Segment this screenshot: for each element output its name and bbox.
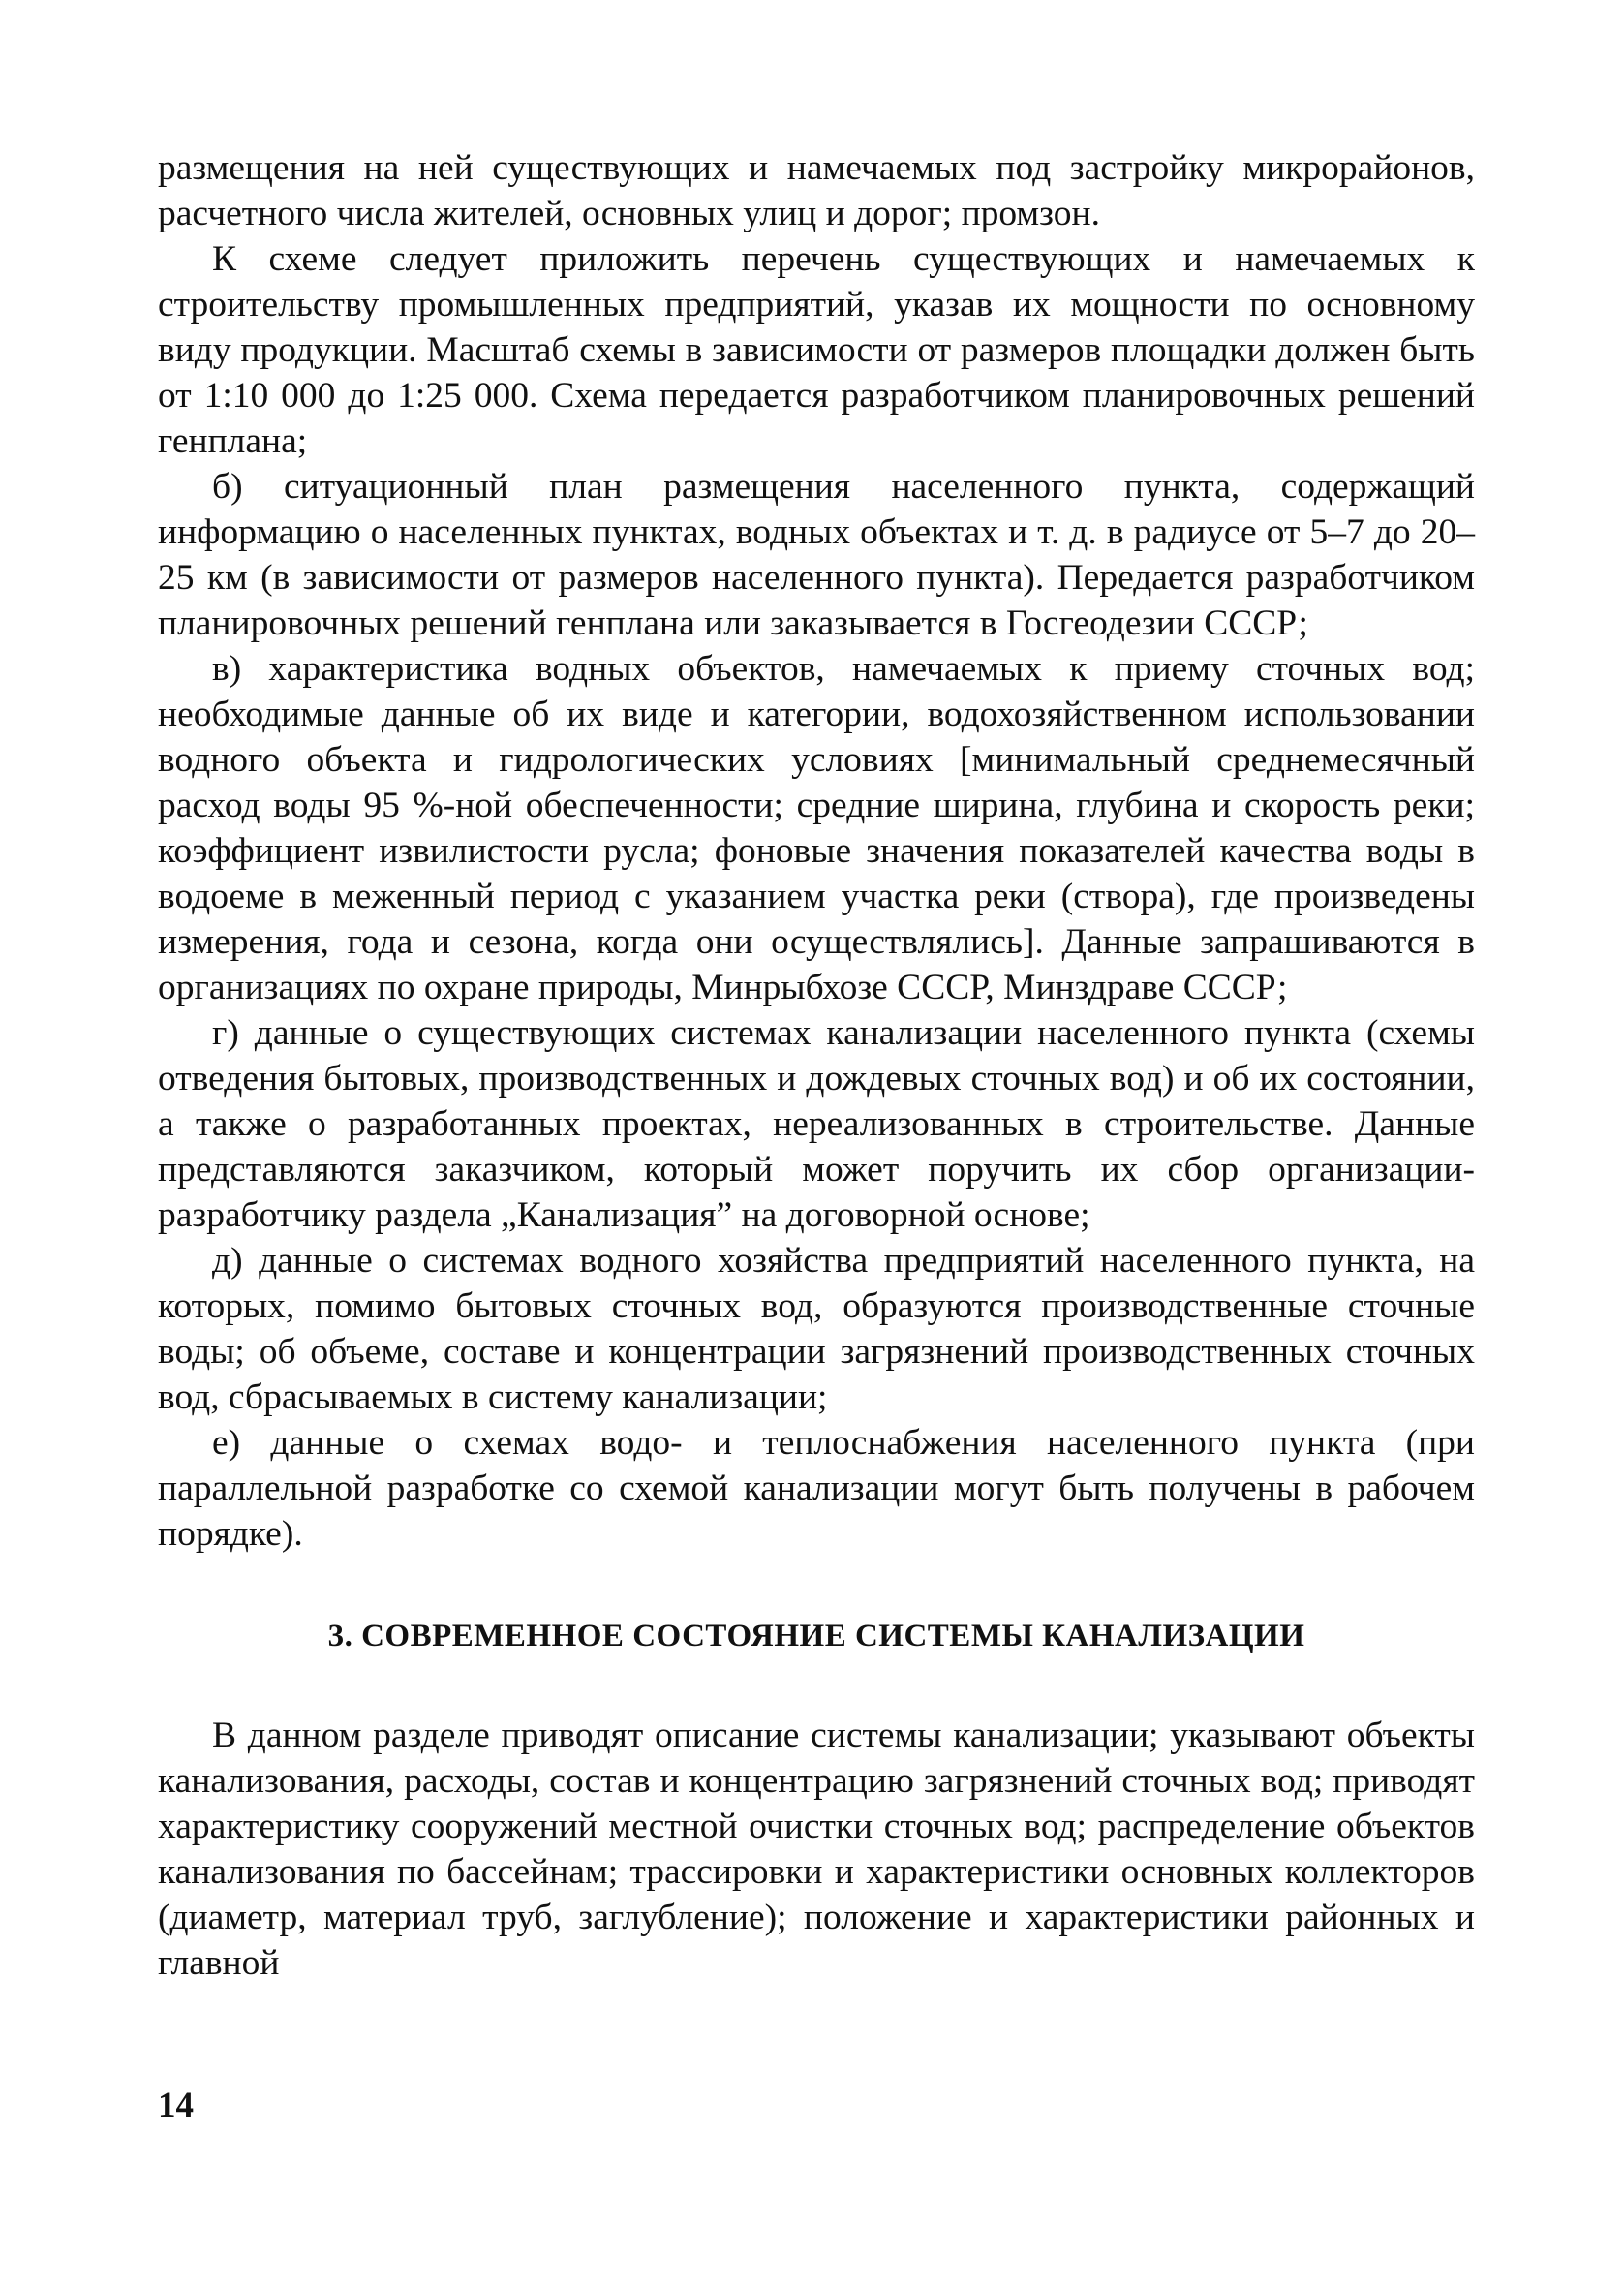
paragraph-item-g: г) данные о существующих системах канализации населенного пункта (схемы отведения бытовых, производственных и дождевых сточных вод) и об их состоянии, а также о разработанных проектах, нереализованных в строительстве. Данные представляются заказчиком, который может поручить их сбор организации-разработчику раздела „Канализация” на договорной основе; xyxy=(158,1013,1475,1235)
paragraph-item-v: в) характеристика водных объектов, намечаемых к приему сточных вод; необходимые данные об их виде и категории, водохозяйственном использовании водного объекта и гидрологических условиях [минимальный среднемесячный расход воды 95 %-ной обеспеченности; средние ширина, глубина и скорость реки; коэффициент извилистости русла; фоновые значения показателей качества воды в водоеме в меженный период с указанием участка реки (створа), где произведены измерения, года и сезона, когда они осуществлялись]. Данные запрашиваются в организациях по охране природы, Минрыбхозе СССР, Минздраве СССР; xyxy=(158,649,1475,1007)
paragraph-item-d: д) данные о системах водного хозяйства предприятий населенного пункта, на которых, помимо бытовых сточных вод, образуются производственные сточные воды; об объеме, составе и концентрации загрязнений производственных сточных вод, сбрасываемых в систему канализации; xyxy=(158,1241,1475,1417)
paragraph-scheme-list: К схеме следует приложить перечень существующих и намечаемых к строительству промышленных предприятий, указав их мощности по основному виду продукции. Масштаб схемы в зависимости от размеров площадки должен быть от 1:10 000 до 1:25 000. Схема передается разработчиком планировочных решений генплана; xyxy=(158,239,1475,461)
paragraph-continuation: размещения на ней существующих и намечаемых под застройку микрорайонов, расчетного числа жителей, основных улиц и дорог; промзон. xyxy=(158,148,1475,233)
paragraph-item-b: б) ситуационный план размещения населенного пункта, содержащий информацию о населенных пунктах, водных объектах и т. д. в радиусе от 5–7 до 20–25 км (в зависимости от размеров населенного пункта). Передается разработчиком планировочных решений генплана или заказывается в Госгеодезии СССР; xyxy=(158,467,1475,643)
paragraph-section-intro: В данном разделе приводят описание системы канализации; указывают объекты канализования, расходы, состав и концентрацию загрязнений сточных вод; приводят характеристику сооружений местной очистки сточных вод; распределение объектов канализования по бассейнам; трассировки и характеристики основных коллекторов (диаметр, материал труб, заглубление); положение и характеристики районных и главной xyxy=(158,1716,1475,1983)
page-body xyxy=(158,145,1475,1986)
section-heading: 3. СОВРЕМЕННОЕ СОСТОЯНИЕ СИСТЕМЫ КАНАЛИЗАЦИИ xyxy=(327,1619,1305,1654)
paragraph-item-e: е) данные о схемах водо- и теплоснабжения населенного пункта (при параллельной разработке со схемой канализации могут быть получены в рабочем порядке). xyxy=(158,1423,1475,1554)
page-number: 14 xyxy=(158,2086,194,2125)
